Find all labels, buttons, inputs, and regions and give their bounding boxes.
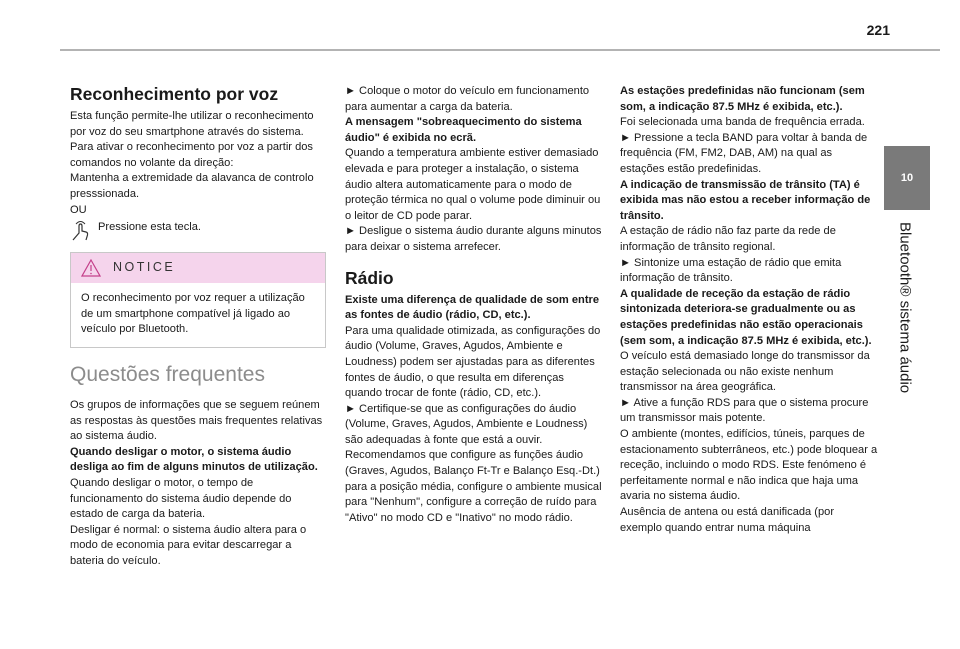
hand-press-icon [70,220,92,242]
notice-title: NOTICE [113,260,176,275]
question: As estações predefinidas não funcionam (sem som, a indicação 87.5 MHz é exibida, etc.). [620,85,865,113]
bullet: ► Desligue o sistema áudio durante alguns minutos para deixar o sistema arrefecer. [345,225,602,253]
warning-icon [81,259,101,277]
paragraph: Quando desligar o motor, o tempo de funcionamento do sistema áudio depende do estado de carga da bateria. [70,476,292,521]
paragraph: OU [70,203,87,216]
paragraph: Desligar é normal: o sistema áudio altera para o modo de economia para evitar descarregar a bateria do veículo. [70,523,307,567]
column-3 [620,84,878,536]
column-1 [70,84,326,569]
question: A mensagem "sobreaquecimento do sistema áudio" é exibida no ecrã. [345,116,582,144]
paragraph: Quando a temperatura ambiente estiver demasiado elevada e para proteger a instalação, o sistema áudio altera automaticamente para o modo de proteção térmica no qual o volume pode diminuir ou o leitor de CD pode parar. [345,147,601,222]
notice-header [71,253,325,283]
paragraph: Mantenha a extremidade da alavanca de controlo presssionada. [70,172,314,200]
gesture-text: Pressione esta tecla. [98,221,201,234]
paragraph: Para uma qualidade otimizada, as configurações do áudio (Volume, Graves, Agudos, Ambiente e Loudness) podem ser ajustadas para as diferentes fontes de áudio, o que resulta em diferenças quando trocar de fonte (rádio, CD, etc.). [345,324,601,400]
press-instruction [70,220,326,242]
question: Quando desligar o motor, o sistema áudio desliga ao fim de alguns minutos de utilização. [70,445,318,474]
paragraph: Foi selecionada uma banda de frequência errada. [620,116,865,129]
paragraph: Esta função permite-lhe utilizar o reconhecimento por voz do seu smartphone através do sistema. [70,110,314,138]
chapter-tab[interactable]: 10 [884,146,930,210]
paragraph: O veículo está demasiado longe do transmissor da estação selecionada ou não existe nenhum transmissor na área geográfica. [620,350,870,394]
paragraph: O ambiente (montes, edifícios, túneis, parques de estacionamento subterrâneos, etc.) pode bloquear a receção, incluindo o modo RDS. Este fenómeno é perfeitamente normal e não indica que haja uma avaria no sistema áudio. [620,428,878,503]
bullet: ► Ative a função RDS para que o sistema procure um transmissor mais potente. [620,396,869,425]
chapter-title: Bluetooth® sistema áudio [896,222,914,394]
section-title-radio: Rádio [345,267,394,288]
notice-box [70,252,326,348]
section-title-voice: Reconhecimento por voz [70,84,279,104]
page-number: 221 [866,22,890,38]
paragraph: Para ativar o reconhecimento por voz a partir dos comandos no volante da direção: [70,141,313,169]
column-2 [345,84,603,526]
bullet: ► Pressione a tecla BAND para voltar à banda de frequência (FM, FM2, DAB, AM) na qual as estações estão predefinidas. [620,131,868,175]
header-rule [60,49,940,51]
bullet: ► Sintonize uma estação de rádio que emita informação de trânsito. [620,256,842,285]
notice-text: O reconhecimento por voz requer a utilização de um smartphone compatível já ligado ao veículo por Bluetooth. [81,292,305,336]
question: A indicação de transmissão de trânsito (TA) é exibida mas não estou a receber informação de trânsito. [620,178,871,222]
paragraph: Os grupos de informações que se seguem reúnem as respostas às questões mais frequentes relativas ao sistema áudio. [70,398,323,443]
section-title-faq: Questões frequentes [70,362,265,386]
bullet: ► Certifique-se que as configurações do áudio (Volume, Graves, Agudos, Ambiente e Loudness) são adequadas à fonte que está a ouvir. Recomendamos que configure as funções áudio (Graves, Agudos, Balanço Ft-Tr e Balanço Esq.-Dt.) para a posição média, configure o ambiente musical para "Nenhum", configure a correção de ruído para "Ativo" no modo CD e "Inativo" no modo rádio. [345,402,602,524]
paragraph: Ausência de antena ou está danificada (por exemplo quando entrar numa máquina [620,506,835,534]
question: Existe uma diferença de qualidade de som entre as fontes de áudio (rádio, CD, etc.). [345,293,600,322]
paragraph: A estação de rádio não faz parte da rede de informação de trânsito regional. [620,225,836,253]
question: A qualidade de receção da estação de rádio sintonizada deteriora-se gradualmente ou as estações predefinidas não estão operacionais (sem som, a indicação 87.5 MHz é exibida, etc.). [620,287,872,347]
bullet: ► Coloque o motor do veículo em funcionamento para aumentar a carga da bateria. [345,85,590,113]
